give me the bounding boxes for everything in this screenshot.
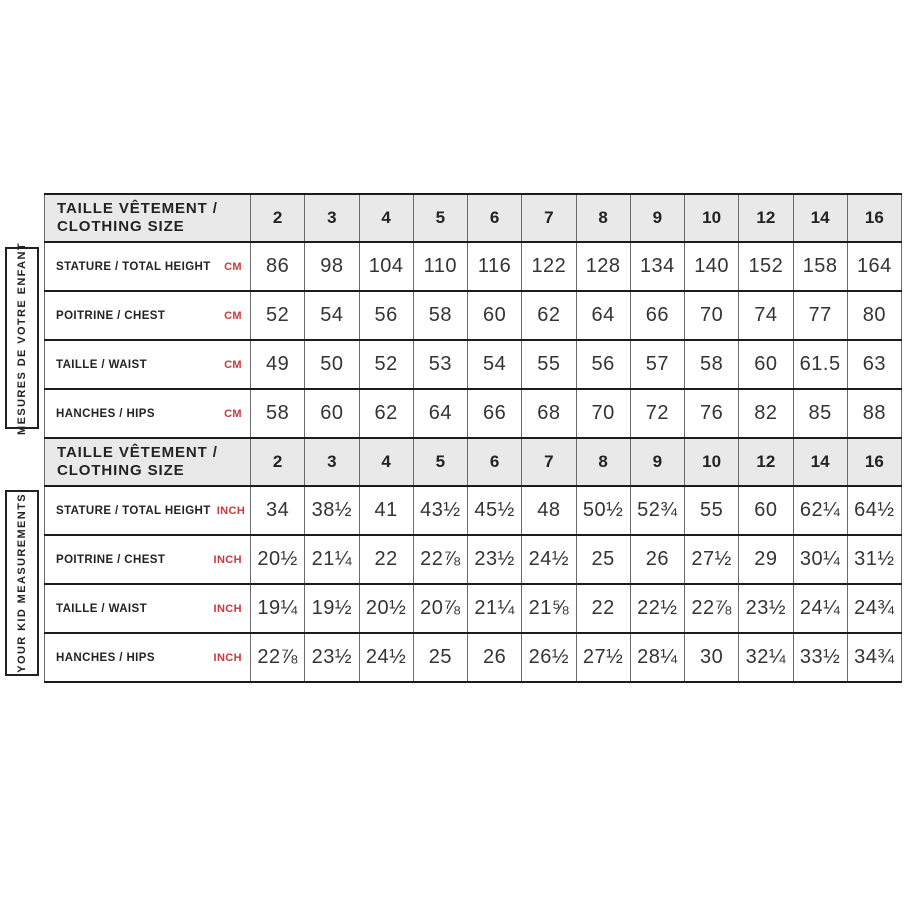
size-column-header: 3 (305, 194, 359, 242)
measurement-value: 52¾ (630, 486, 684, 535)
measurement-row (45, 340, 902, 389)
header-line-fr: TAILLE VÊTEMENT / (57, 444, 218, 462)
measurement-value: 30 (685, 633, 739, 682)
measurement-value: 53 (413, 340, 467, 389)
measurement-value: 27½ (576, 633, 630, 682)
measurement-name: STATURE / TOTAL HEIGHT (56, 260, 211, 273)
size-column-header: 16 (847, 194, 901, 242)
clothing-size-header-cell (45, 438, 251, 486)
measurement-value: 66 (630, 291, 684, 340)
measurement-value: 60 (305, 389, 359, 438)
measurement-value: 50 (305, 340, 359, 389)
measurement-value: 64 (413, 389, 467, 438)
side-label-box-cm (5, 241, 39, 435)
measurement-value: 72 (630, 389, 684, 438)
measurement-value: 33½ (793, 633, 847, 682)
measurement-name: TAILLE / WAIST (56, 358, 147, 371)
size-column-header: 14 (793, 194, 847, 242)
measurement-value: 28¼ (630, 633, 684, 682)
size-column-header: 6 (468, 194, 522, 242)
measurement-row (45, 291, 902, 340)
measurement-value: 48 (522, 486, 576, 535)
measurement-value: 27½ (685, 535, 739, 584)
measurement-value: 20⅞ (413, 584, 467, 633)
measurement-value: 66 (468, 389, 522, 438)
measurement-value: 19¼ (251, 584, 305, 633)
measurement-value: 60 (739, 486, 793, 535)
measurement-value: 20½ (251, 535, 305, 584)
measurement-name: POITRINE / CHEST (56, 309, 166, 322)
measurement-value: 55 (522, 340, 576, 389)
measurement-value: 22⅞ (685, 584, 739, 633)
size-column-header: 14 (793, 438, 847, 486)
measurement-name: POITRINE / CHEST (56, 553, 166, 566)
measurement-value: 21⅝ (522, 584, 576, 633)
size-column-header: 4 (359, 438, 413, 486)
size-column-header: 9 (630, 438, 684, 486)
measurement-value: 62 (522, 291, 576, 340)
measurement-value: 22½ (630, 584, 684, 633)
side-label-cm: MESURES DE VOTRE ENFANT (16, 241, 28, 435)
measurement-value: 25 (413, 633, 467, 682)
header-line-fr: TAILLE VÊTEMENT / (57, 200, 218, 218)
measurement-label-cell (45, 242, 251, 291)
measurement-value: 128 (576, 242, 630, 291)
measurement-value: 110 (413, 242, 467, 291)
measurement-label-cell (45, 535, 251, 584)
side-label-inch: YOUR KID MEASUREMENTS (16, 493, 28, 673)
size-column-header: 3 (305, 438, 359, 486)
measurement-row (45, 584, 902, 633)
measurement-label-cell (45, 389, 251, 438)
measurement-value: 19½ (305, 584, 359, 633)
size-column-header: 16 (847, 438, 901, 486)
size-header-row (45, 194, 902, 242)
unit-badge: INCH (213, 553, 242, 566)
size-column-header: 2 (251, 438, 305, 486)
measurement-value: 54 (468, 340, 522, 389)
size-column-header: 2 (251, 194, 305, 242)
measurement-value: 60 (739, 340, 793, 389)
measurement-value: 21¼ (305, 535, 359, 584)
measurement-row (45, 242, 902, 291)
measurement-value: 52 (251, 291, 305, 340)
measurement-value: 26 (630, 535, 684, 584)
measurement-value: 62 (359, 389, 413, 438)
measurement-value: 38½ (305, 486, 359, 535)
measurement-value: 34¾ (847, 633, 901, 682)
unit-badge: CM (224, 260, 242, 273)
measurement-value: 49 (251, 340, 305, 389)
measurement-value: 74 (739, 291, 793, 340)
measurement-value: 85 (793, 389, 847, 438)
measurement-value: 70 (576, 389, 630, 438)
measurement-value: 64½ (847, 486, 901, 535)
measurement-value: 30¼ (793, 535, 847, 584)
measurement-value: 140 (685, 242, 739, 291)
size-column-header: 10 (685, 438, 739, 486)
unit-badge: CM (224, 309, 242, 322)
measurement-value: 22⅞ (413, 535, 467, 584)
measurement-value: 23½ (739, 584, 793, 633)
measurement-name: HANCHES / HIPS (56, 407, 155, 420)
measurement-label-cell (45, 486, 251, 535)
measurement-value: 134 (630, 242, 684, 291)
measurement-label-cell (45, 291, 251, 340)
measurement-value: 104 (359, 242, 413, 291)
size-column-header: 6 (468, 438, 522, 486)
measurement-value: 24½ (359, 633, 413, 682)
side-label-box-inch (5, 490, 39, 676)
measurement-name: HANCHES / HIPS (56, 651, 155, 664)
size-column-header: 5 (413, 194, 467, 242)
measurement-value: 122 (522, 242, 576, 291)
measurement-value: 88 (847, 389, 901, 438)
size-column-header: 9 (630, 194, 684, 242)
measurement-value: 86 (251, 242, 305, 291)
measurement-value: 60 (468, 291, 522, 340)
measurement-label-cell (45, 340, 251, 389)
measurement-value: 55 (685, 486, 739, 535)
unit-badge: CM (224, 358, 242, 371)
measurement-value: 82 (739, 389, 793, 438)
measurement-value: 77 (793, 291, 847, 340)
measurement-value: 22 (359, 535, 413, 584)
measurement-value: 54 (305, 291, 359, 340)
measurement-value: 98 (305, 242, 359, 291)
measurement-value: 45½ (468, 486, 522, 535)
measurement-value: 34 (251, 486, 305, 535)
measurement-value: 26½ (522, 633, 576, 682)
measurement-value: 58 (413, 291, 467, 340)
size-column-header: 8 (576, 194, 630, 242)
measurement-name: STATURE / TOTAL HEIGHT (56, 504, 211, 517)
measurement-value: 68 (522, 389, 576, 438)
unit-badge: CM (224, 407, 242, 420)
measurement-value: 29 (739, 535, 793, 584)
measurement-value: 52 (359, 340, 413, 389)
measurement-row (45, 633, 902, 682)
size-column-header: 8 (576, 438, 630, 486)
measurement-row (45, 389, 902, 438)
measurement-value: 56 (576, 340, 630, 389)
measurement-value: 25 (576, 535, 630, 584)
measurement-value: 61.5 (793, 340, 847, 389)
measurement-value: 152 (739, 242, 793, 291)
measurement-value: 24¼ (793, 584, 847, 633)
measurement-row (45, 486, 902, 535)
size-column-header: 7 (522, 194, 576, 242)
measurement-value: 32¼ (739, 633, 793, 682)
measurement-name: TAILLE / WAIST (56, 602, 147, 615)
size-chart-table (44, 193, 902, 683)
header-line-en: CLOTHING SIZE (57, 462, 185, 479)
measurement-value: 56 (359, 291, 413, 340)
size-column-header: 12 (739, 194, 793, 242)
measurement-value: 158 (793, 242, 847, 291)
size-column-header: 12 (739, 438, 793, 486)
unit-badge: INCH (213, 602, 242, 615)
measurement-value: 164 (847, 242, 901, 291)
measurement-value: 64 (576, 291, 630, 340)
measurement-value: 24¾ (847, 584, 901, 633)
size-header-row (45, 438, 902, 486)
measurement-value: 21¼ (468, 584, 522, 633)
measurement-value: 76 (685, 389, 739, 438)
size-column-header: 4 (359, 194, 413, 242)
measurement-value: 22 (576, 584, 630, 633)
measurement-label-cell (45, 584, 251, 633)
size-column-header: 10 (685, 194, 739, 242)
measurement-value: 31½ (847, 535, 901, 584)
measurement-value: 22⅞ (251, 633, 305, 682)
measurement-value: 20½ (359, 584, 413, 633)
measurement-value: 116 (468, 242, 522, 291)
measurement-value: 58 (685, 340, 739, 389)
measurement-value: 50½ (576, 486, 630, 535)
clothing-size-header-cell (45, 194, 251, 242)
measurement-value: 23½ (468, 535, 522, 584)
measurement-value: 41 (359, 486, 413, 535)
unit-badge: INCH (213, 651, 242, 664)
size-column-header: 5 (413, 438, 467, 486)
measurement-value: 43½ (413, 486, 467, 535)
measurement-value: 62¼ (793, 486, 847, 535)
measurement-value: 57 (630, 340, 684, 389)
measurement-value: 26 (468, 633, 522, 682)
measurement-value: 70 (685, 291, 739, 340)
header-line-en: CLOTHING SIZE (57, 218, 185, 235)
measurement-row (45, 535, 902, 584)
measurement-value: 24½ (522, 535, 576, 584)
measurement-label-cell (45, 633, 251, 682)
unit-badge: INCH (216, 504, 246, 517)
measurement-value: 23½ (305, 633, 359, 682)
measurement-value: 80 (847, 291, 901, 340)
measurement-value: 58 (251, 389, 305, 438)
size-column-header: 7 (522, 438, 576, 486)
measurement-value: 63 (847, 340, 901, 389)
